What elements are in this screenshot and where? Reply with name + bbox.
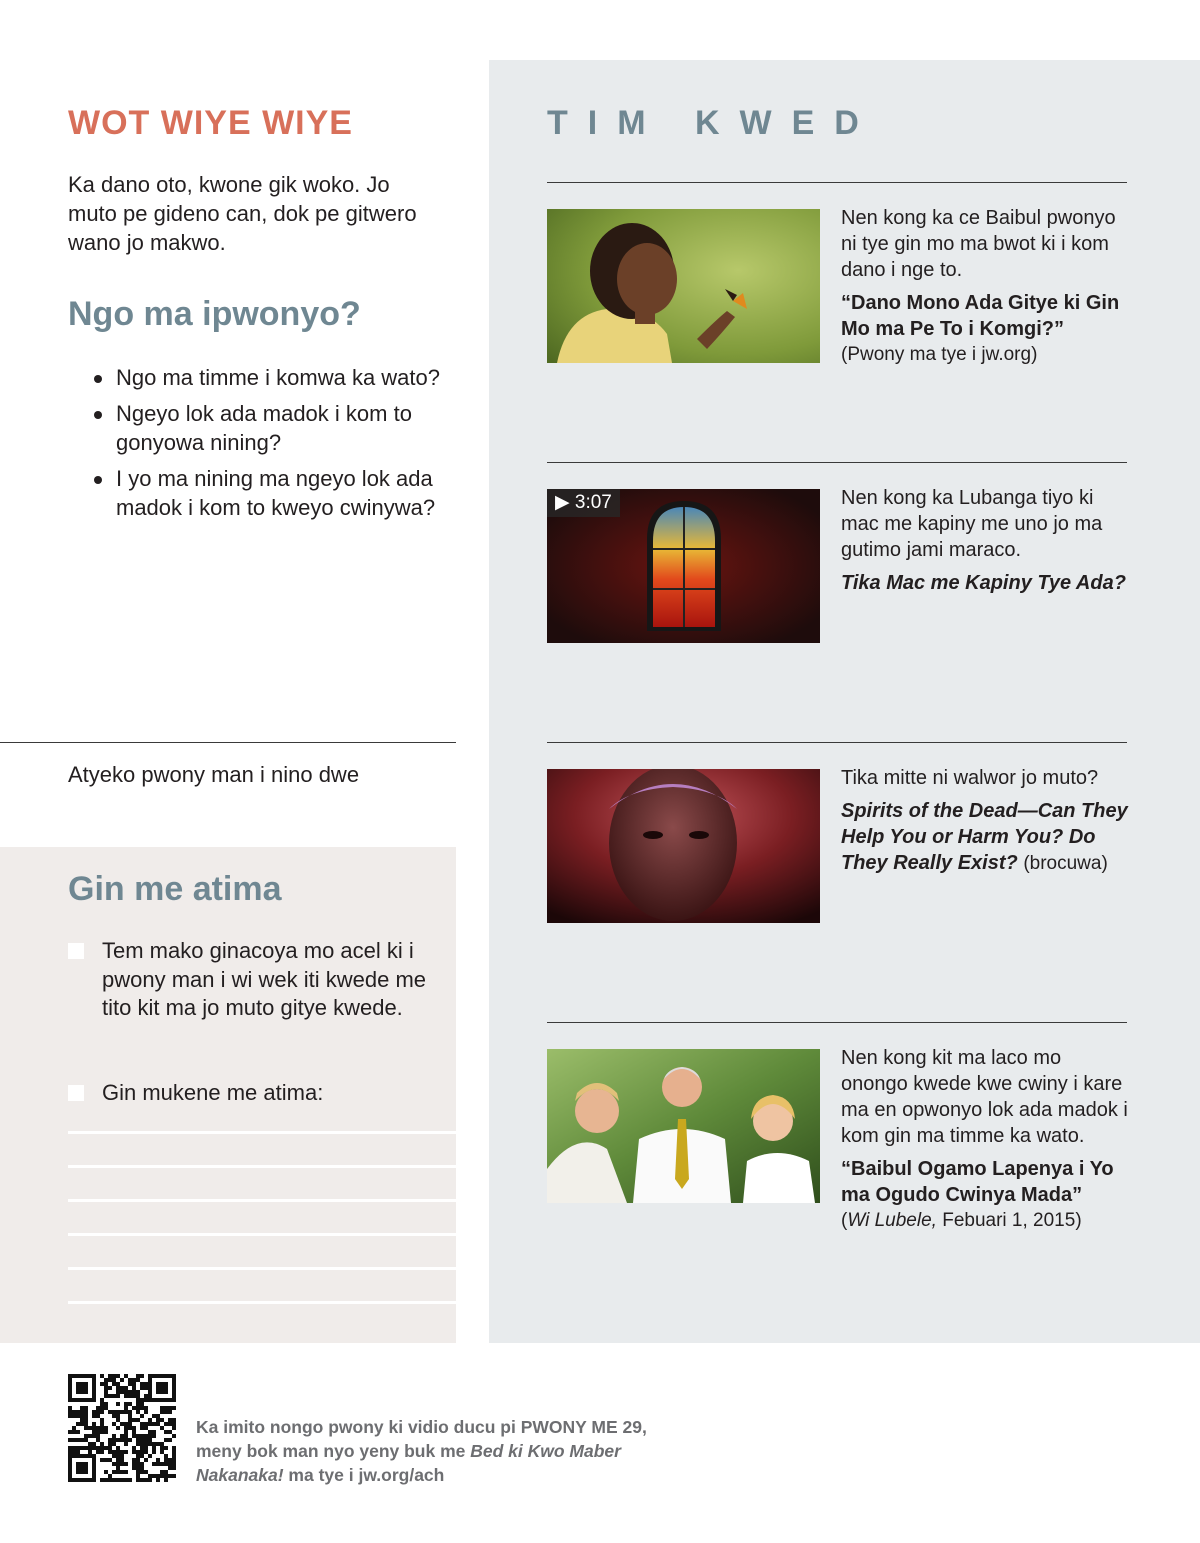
bullet-icon [94,375,102,383]
goal-text: Tem mako ginacoya mo acel ki i pwony man i wi wek iti kwede me tito kit ma jo muto gitye kwede. [102,938,427,1020]
three-people-talking-photo[interactable] [547,1049,820,1203]
learn-heading: Ngo ma ipwonyo? [68,295,361,333]
divider [547,182,1127,183]
writing-line[interactable] [68,1301,456,1304]
bullet-icon [94,476,102,484]
resource-description: Tika mitte ni walwor jo muto? [841,767,1099,789]
divider [547,462,1127,463]
goals-heading: Gin me atima [68,870,282,908]
resource-item [841,485,1131,596]
footer-note [196,1415,676,1487]
book-title: Bed ki Kwo Maber [470,1441,621,1461]
publication-name: Wi Lubele, [847,1210,937,1231]
question-list [94,363,464,529]
writing-line[interactable] [68,1199,456,1202]
writing-line[interactable] [68,1131,456,1134]
face-in-red-light-photo[interactable] [547,769,820,923]
divider [547,1022,1127,1023]
checkbox[interactable] [68,943,84,959]
summary-text: Ka dano oto, kwone gik woko. Jo muto pe gideno can, dok pe gitwero wano jo makwo. [68,172,417,255]
publication-date: Febuari 1, 2015 [942,1210,1076,1231]
summary-heading: WOT WIYE WIYE [68,104,353,142]
resource-title[interactable]: “Baibul Ogamo Lapenya i Yo ma Ogudo Cwinya Mada” [841,1158,1114,1206]
girl-with-butterfly-photo[interactable] [547,209,820,363]
resource-source: (Wi Lubele, Febuari 1, 2015) [841,1210,1082,1231]
footer-line-3: ma tye i jw.org/ach [283,1465,445,1485]
resource-description: Nen kong ka ce Baibul pwonyo ni tye gin mo ma bwot ki i kom dano i nge to. [841,207,1116,281]
divider [0,742,456,743]
resource-item [841,765,1131,877]
resource-description: Nen kong kit ma laco mo onongo kwede kwe cwiny i kare ma en opwonyo lok ada madok i kom gin ma timme ka wato. [841,1047,1128,1147]
resource-title[interactable]: Spirits of the Dead—Can They Help You or Harm You? Do They Really Exist? [841,800,1128,874]
resource-title-line [841,798,1131,877]
resource-title[interactable]: “Dano Mono Ada Gitye ki Gin Mo ma Pe To i Komgi?” [841,292,1120,340]
footer-line-2: meny bok man nyo yeny buk me [196,1441,471,1461]
explore-heading: TIM KWED [547,104,879,142]
writing-line[interactable] [68,1165,456,1168]
checkbox[interactable] [68,1085,84,1101]
bullet-icon [94,411,102,419]
resource-source: (Pwony ma tye i jw.org) [841,344,1038,365]
goal-text: Gin mukene me atima: [102,1080,324,1105]
video-duration-badge: ▶ 3:07 [547,489,620,517]
resource-item [841,205,1131,368]
footer-line-1: Ka imito nongo pwony ki vidio ducu pi PWONY ME 29, [196,1417,647,1437]
divider [547,742,1127,743]
resource-source: (brocuwa) [1023,853,1108,874]
resource-description: Nen kong ka Lubanga tiyo ki mac me kapiny me uno jo ma gutimo jami maraco. [841,487,1103,561]
resource-title[interactable]: Tika Mac me Kapiny Tye Ada? [841,572,1126,594]
writing-line[interactable] [68,1233,456,1236]
writing-line[interactable] [68,1267,456,1270]
question-text: I yo ma nining ma ngeyo lok ada madok i kom to kweyo cwinywa? [116,466,436,520]
question-text: Ngeyo lok ada madok i kom to gonyowa nining? [116,401,412,455]
question-text: Ngo ma timme i komwa ka wato? [116,365,440,390]
book-title-continued: Nakanaka! [196,1465,284,1485]
resource-item [841,1045,1131,1234]
question-item [94,363,464,392]
stained-glass-fire-video[interactable] [547,489,820,643]
completion-date-label: Atyeko pwony man i nino dwe [68,762,360,787]
goal-item [68,937,428,1023]
question-item [94,399,464,457]
qr-code-icon[interactable] [68,1374,176,1482]
question-item [94,464,464,522]
goal-item [68,1079,428,1108]
